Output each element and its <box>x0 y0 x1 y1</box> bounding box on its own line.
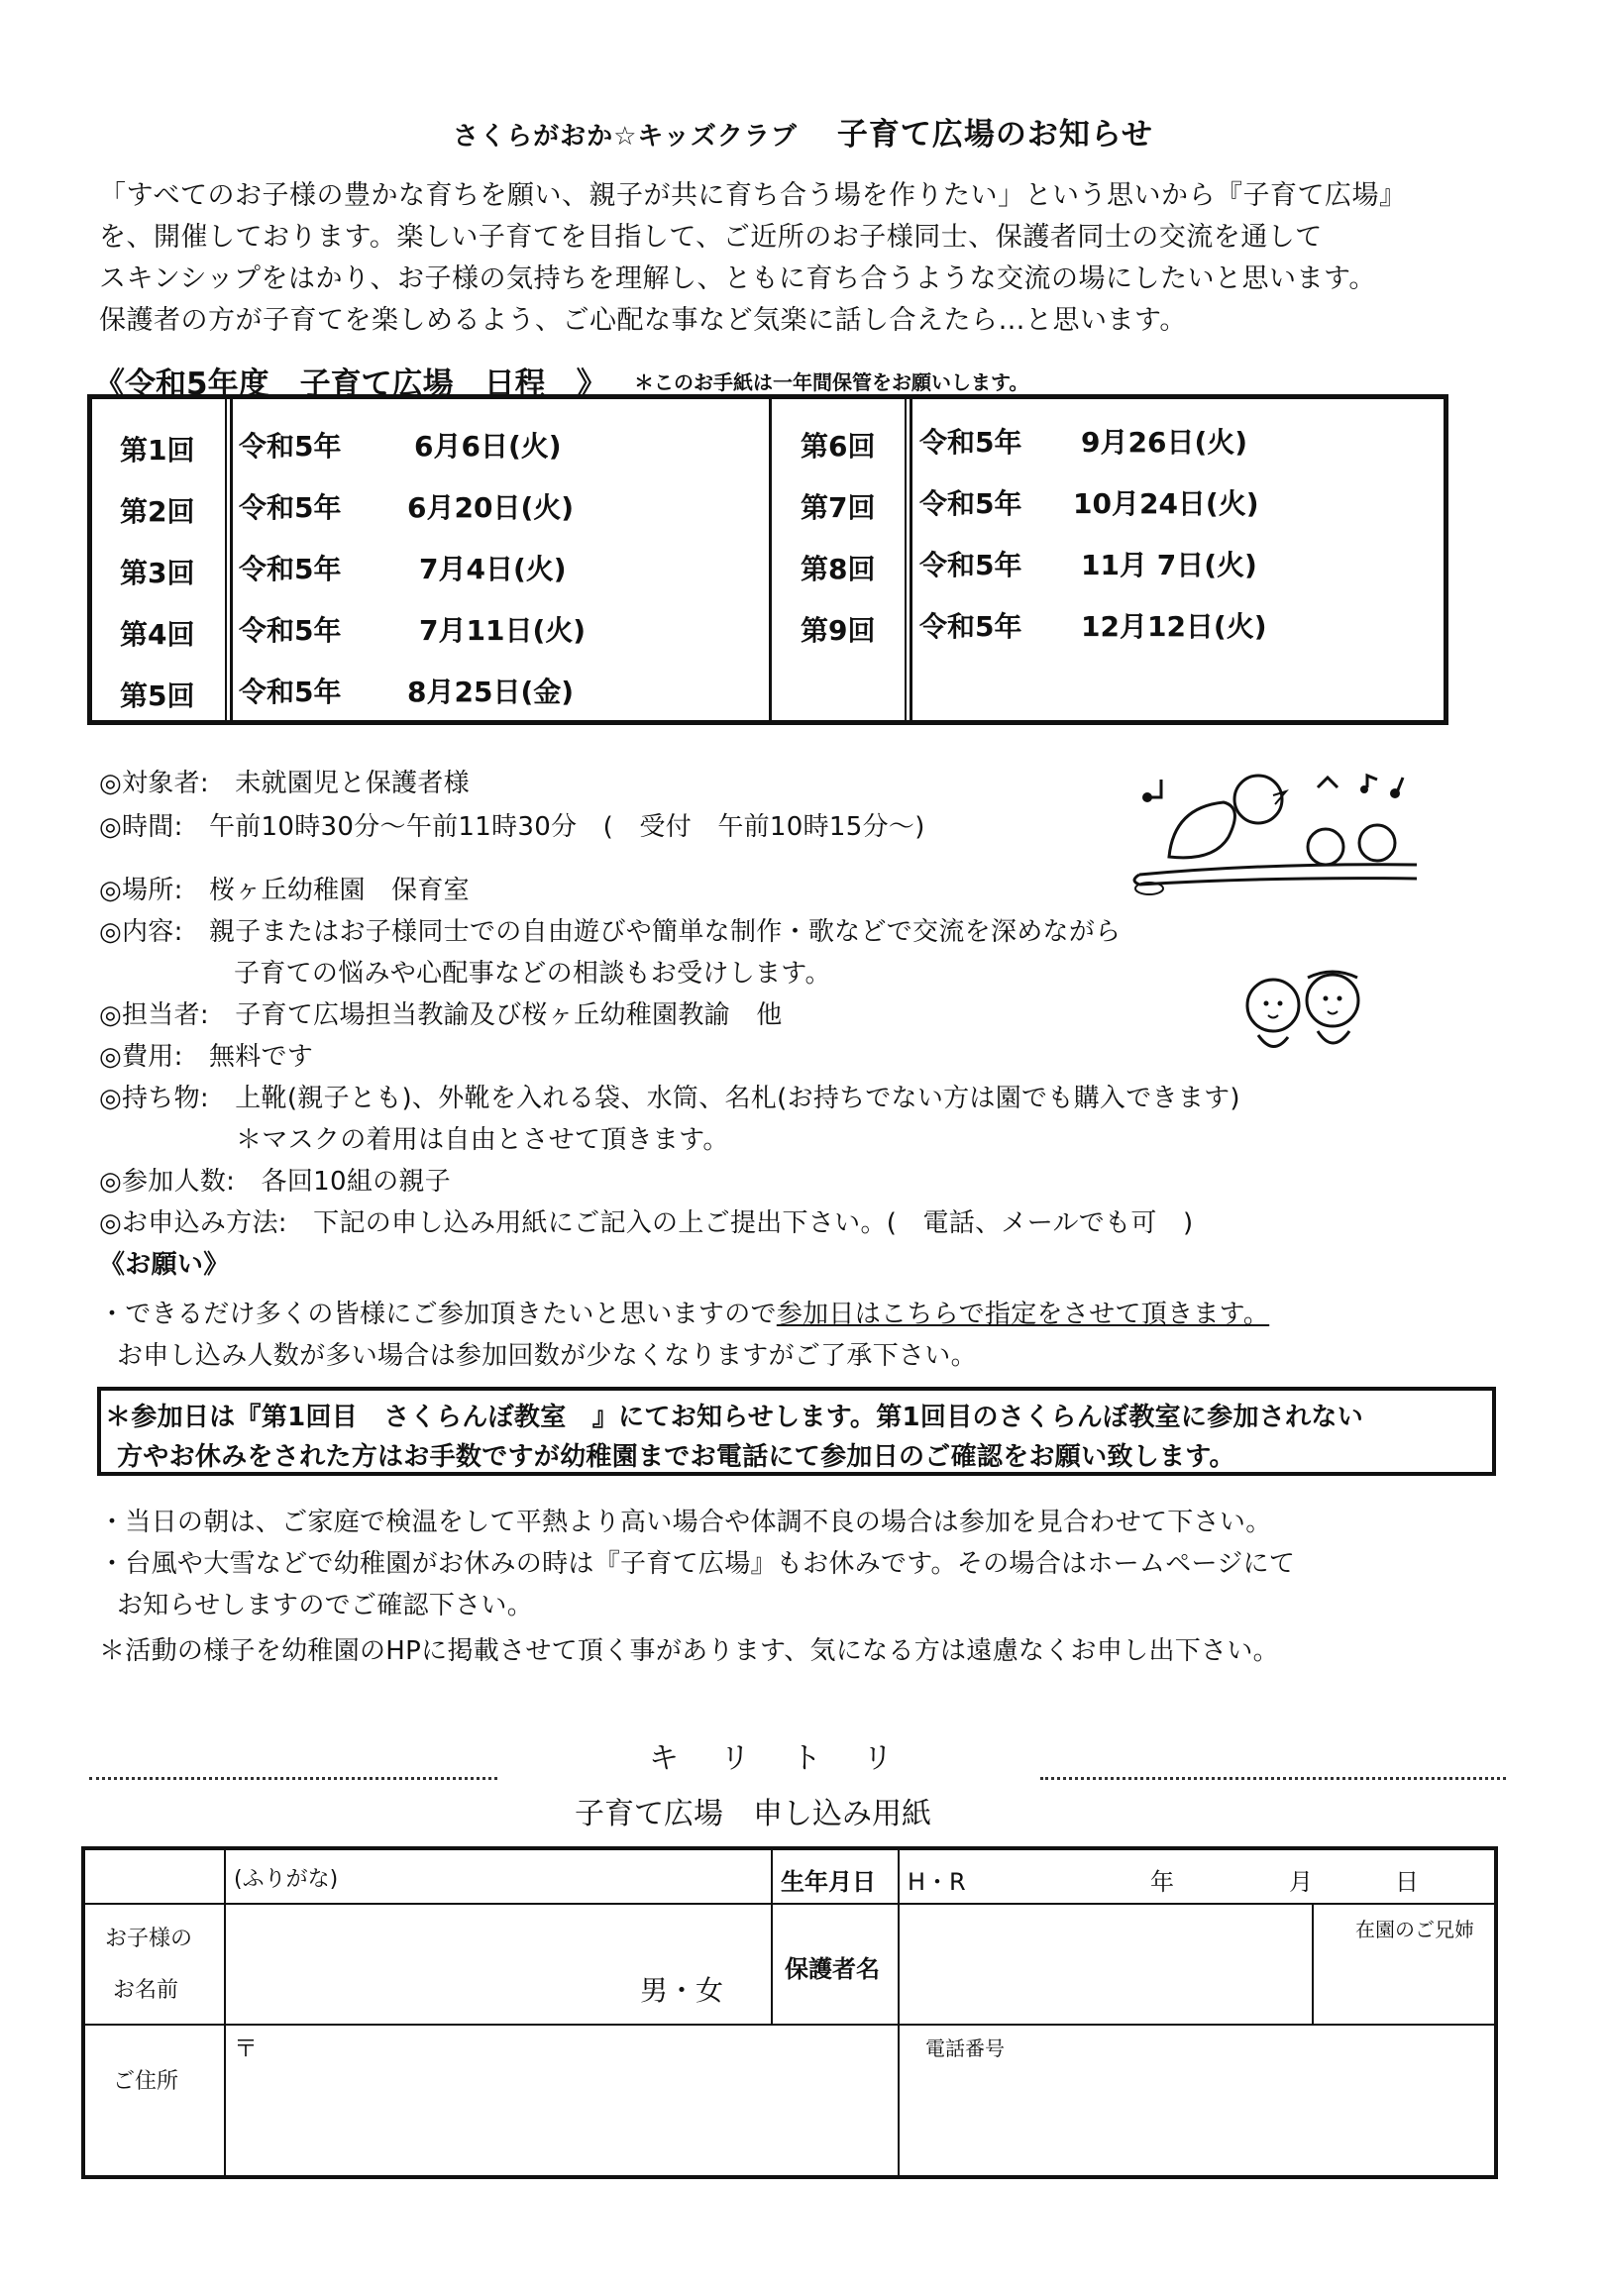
target-line: ◎対象者: 未就園児と保護者様 <box>99 769 470 798</box>
round-number: 第1回 <box>120 434 195 467</box>
intro-line-2: を、開催しております。楽しい子育てを目指して、ご近所のお子様同士、保護者同士の交流を通して <box>99 222 1323 253</box>
birthdate-label: 生年月日 <box>781 1868 876 1896</box>
round-era: 令和5年 <box>919 610 1022 643</box>
round-era: 令和5年 <box>239 430 342 463</box>
child-name-label-2: お名前 <box>113 1978 179 2003</box>
club-name: さくらがおか☆キッズクラブ <box>453 122 798 152</box>
capacity-line: ◎参加人数: 各回10組の親子 <box>99 1167 452 1197</box>
round-number: 第9回 <box>801 614 876 647</box>
guardian-name-label: 保護者名 <box>785 1955 880 1983</box>
round-date: 8月25日(金) <box>407 676 575 708</box>
guardian-name-field[interactable] <box>908 1910 1304 2017</box>
day-label: 日 <box>1395 1868 1419 1896</box>
page-title <box>0 109 1606 154</box>
intro-line-4: 保護者の方が子育てを楽しめるよう、ご心配な事など気楽に話し合えたら…と思います。 <box>99 305 1187 336</box>
content-line-1: ◎内容: 親子またはお子様同士での自由遊びや簡単な制作・歌などで交流を深めながら <box>99 917 1122 947</box>
round-era: 令和5年 <box>239 614 342 647</box>
request-line-1-underlined: 参加日はこちらで指定をさせて頂きます。 <box>776 1300 1270 1329</box>
fee-line: ◎費用: 無料です <box>99 1042 314 1072</box>
furigana-label: (ふりがな) <box>234 1867 339 1892</box>
application-form <box>81 1846 1498 2179</box>
round-date: 10月24日(火) <box>1073 487 1259 520</box>
cut-line-right <box>1040 1777 1506 1780</box>
round-date: 11月 7日(火) <box>1081 549 1257 581</box>
round-number: 第3回 <box>120 557 195 589</box>
schedule-divider <box>905 399 907 720</box>
year-label: 年 <box>1150 1868 1174 1896</box>
round-number: 第4回 <box>120 618 195 651</box>
mask-line: ＊マスクの着用は自由とさせて頂きます。 <box>236 1125 729 1155</box>
month-label: 月 <box>1289 1868 1313 1896</box>
cut-label: キ リ ト リ <box>649 1741 899 1776</box>
request-line-1-text: ・できるだけ多くの皆様にご参加頂きたいと思いますので <box>99 1300 777 1329</box>
request-line-1 <box>99 1294 1269 1330</box>
round-date: 9月26日(火) <box>1081 426 1248 459</box>
notice-title: 子育て広場のお知らせ <box>836 117 1153 153</box>
round-date: 7月4日(火) <box>419 553 567 585</box>
round-date: 6月20日(火) <box>407 491 575 524</box>
round-era: 令和5年 <box>919 426 1022 459</box>
child-name-field[interactable] <box>234 1910 759 2017</box>
notice-line-2: 方やお休みをされた方はお手数ですが幼稚園までお電話にて参加日のご確認をお願い致します。 <box>117 1442 1235 1472</box>
round-number: 第8回 <box>801 553 876 585</box>
round-era: 令和5年 <box>239 676 342 708</box>
postal-mark: 〒 <box>234 2035 258 2062</box>
schedule-divider <box>769 399 772 720</box>
request-heading: 《お願い》 <box>99 1250 230 1280</box>
apply-line: ◎お申込み方法: 下記の申し込み用紙にご記入の上ご提出下さい。( 電話、メールでも可 ) <box>99 1208 1194 1238</box>
staff-line: ◎担当者: 子育て広場担当教諭及び桜ヶ丘幼稚園教諭 他 <box>99 1000 783 1030</box>
children-illustration <box>1229 966 1377 1060</box>
phone-field[interactable] <box>908 2062 1482 2167</box>
round-era: 令和5年 <box>919 487 1022 520</box>
schedule-note: ＊このお手紙は一年間保管をお願いします。 <box>634 370 1029 394</box>
intro-line-1: 「すべてのお子様の豊かな育ちを願い、親子が共に育ち合う場を作りたい」という思いから『子育て広場』 <box>99 180 1407 211</box>
address-label: ご住所 <box>113 2069 179 2094</box>
round-era: 令和5年 <box>919 549 1022 581</box>
round-date: 7月11日(火) <box>419 614 587 647</box>
birth-era-label: H・R <box>908 1868 966 1896</box>
intro-line-3: スキンシップをはかり、お子様の気持ちを理解し、ともに育ち合うような交流の場にしたいと思います。 <box>99 263 1376 294</box>
form-title: 子育て広場 申し込み用紙 <box>575 1797 931 1831</box>
schedule-divider <box>230 399 233 720</box>
gender-option[interactable]: 男・女 <box>640 1974 724 2007</box>
content-line-2: 子育ての悩みや心配事などの相談もお受けします。 <box>234 959 831 989</box>
schedule-divider <box>225 399 227 720</box>
schedule-heading: 《令和5年度 子育て広場 日程 》 <box>94 366 607 402</box>
cut-line-left <box>89 1777 497 1780</box>
round-number: 第2回 <box>120 495 195 528</box>
place-line: ◎場所: 桜ヶ丘幼稚園 保育室 <box>99 876 470 905</box>
note-line-1: ・当日の朝は、ご家庭で検温をして平熱より高い場合や体調不良の場合は参加を見合わせて下さい。 <box>99 1508 1272 1537</box>
notice-line-1: ＊参加日は『第1回目 さくらんぼ教室 』にてお知らせします。第1回目のさくらんぼ教室に参加されない <box>105 1403 1364 1432</box>
schedule-divider <box>910 399 912 720</box>
round-era: 令和5年 <box>239 553 342 585</box>
items-line: ◎持ち物: 上靴(親子とも)、外靴を入れる袋、水筒、名札(お持ちでない方は園でも購入できます) <box>99 1084 1240 1113</box>
round-era: 令和5年 <box>239 491 342 524</box>
round-number: 第5回 <box>120 679 195 712</box>
phone-label: 電話番号 <box>925 2036 1005 2060</box>
request-line-2: お申し込み人数が多い場合は参加回数が少なくなりますがご了承下さい。 <box>117 1341 977 1371</box>
schedule-table <box>87 394 1448 725</box>
sibling-label: 在園のご兄姉 <box>1355 1918 1474 1941</box>
round-date: 6月6日(火) <box>414 430 562 463</box>
child-name-label-1: お子様の <box>105 1927 193 1951</box>
round-number: 第6回 <box>801 430 876 463</box>
round-number: 第7回 <box>801 491 876 524</box>
birds-illustration <box>1129 768 1427 896</box>
notice-box <box>97 1387 1496 1476</box>
note-line-3: お知らせしますのでご確認下さい。 <box>117 1591 534 1620</box>
address-field[interactable] <box>264 2038 888 2167</box>
round-date: 12月12日(火) <box>1081 610 1267 643</box>
note-line-2: ・台風や大雪などで幼稚園がお休みの時は『子育て広場』もお休みです。その場合はホームページにて <box>99 1549 1296 1579</box>
time-line: ◎時間: 午前10時30分〜午前11時30分 ( 受付 午前10時15分〜) <box>99 812 925 842</box>
note-line-4: ＊活動の様子を幼稚園のHPに掲載させて頂く事があります、気になる方は遠慮なくお申し出下さい。 <box>99 1636 1279 1666</box>
